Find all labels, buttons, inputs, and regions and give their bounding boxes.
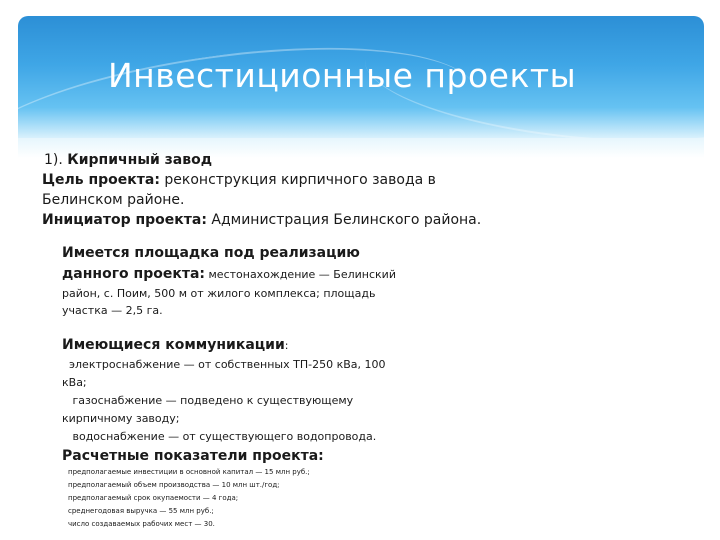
indicator-item: предполагаемый срок окупаемости — 4 года; [68,494,239,502]
utilities-line-4: кирпичному заводу; [62,412,180,425]
site-text-2: район, с. Поим, 500 м от жилого комплекса; площадь [62,287,376,300]
utilities-line-5: водоснабжение — от существующего водопровода. [62,430,377,443]
site-section [62,243,422,319]
utilities-heading-line [62,335,422,356]
project-name: Кирпичный завод [67,152,213,168]
indicators-heading: Расчетные показатели проекта: [62,448,324,464]
utilities-line-3: газоснабжение — подведено к существующему [62,394,354,407]
indicator-item: число создаваемых рабочих мест — 30. [68,520,215,528]
project-name-line [42,150,512,170]
utilities-heading: Имеющиеся коммуникации [62,337,285,353]
project-goal-line [42,170,512,190]
project-number: 1). [44,152,68,168]
initiator-text: Администрация Белинского района. [206,212,482,228]
indicator-item: предполагаемые инвестиции в основной капитал — 15 млн руб.; [68,468,310,476]
site-text-3: участка — 2,5 га. [62,304,163,317]
project-initiator-line [42,210,512,230]
initiator-label: Инициатор проекта: [42,212,207,228]
utilities-line-1: электроснабжение — от собственных ТП-250 кВа, 100 [62,358,386,371]
indicator-item: предполагаемый объем производства — 10 млн шт./год; [68,481,280,489]
slide-title: Инвестиционные проекты [108,56,577,95]
indicators-list [68,466,310,531]
utilities-section [62,335,422,467]
project-summary [42,150,512,230]
site-heading-2-line [62,264,422,285]
site-heading-2: данного проекта: [62,266,205,282]
utilities-line-2: кВа; [62,376,87,389]
site-heading-1: Имеется площадка под реализацию [62,245,360,261]
goal-label: Цель проекта: [42,172,160,188]
utilities-heading-suffix: : [284,339,289,352]
goal-text: реконструкция кирпичного завода в [159,172,436,188]
site-text-1: местонахождение — Белинский [205,268,396,281]
indicator-item: среднегодовая выручка — 55 млн руб.; [68,507,214,515]
project-goal-line-2: Белинском районе. [42,192,185,208]
